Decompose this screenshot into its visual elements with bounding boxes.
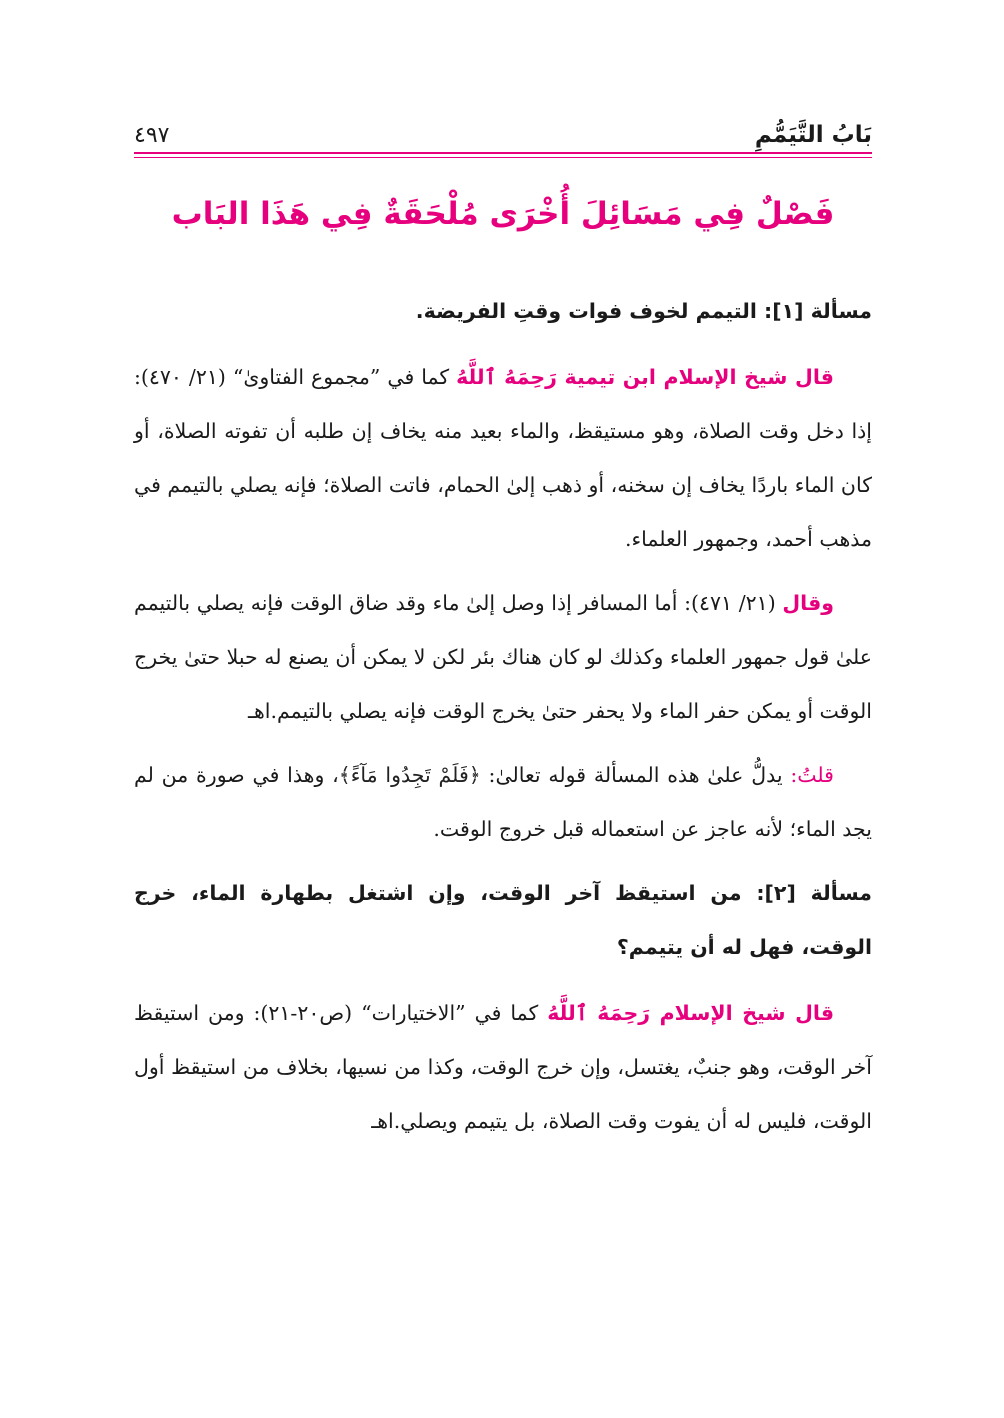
quran-quote: ﴿فَلَمْ تَجِدُوا مَآءً﴾ — [338, 763, 481, 787]
paragraph-text: كما في ”الاختيارات“ (ص٢٠-٢١): ومن استيقظ آخر الوقت، وهو جنبٌ، يغتسل، وإن خرج الوقت، وكذا من نسيها، بخلاف من استيقظ أول الوقت، فليس له أن يفوت وقت الصلاة، بل يتيمم ويصلي.اهـ — [134, 1001, 872, 1133]
section-title: فَصْلٌ فِي مَسَائِلَ أُخْرَى مُلْحَقَةٌ فِي هَذَا البَاب — [171, 196, 835, 232]
paragraph-text: كما في ”مجموع الفتاوىٰ“ (٢١/ ٤٧٠): إذا دخل وقت الصلاة، وهو مستيقظ، والماء بعيد منه يخاف إن طلبه أن تفوته الصلاة، أو كان الماء باردًا يخاف إن سخنه، أو ذهب إلىٰ الحمام، فاتت الصلاة؛ فإنه يصلي بالتيمم في مذهب أحمد، وجمهور العلماء. — [134, 365, 872, 551]
running-header — [134, 104, 872, 148]
question-1 — [134, 284, 872, 338]
chapter-title: بَابُ التَّيَمُّمِ — [754, 122, 872, 148]
paragraph-text: ، وهذا في صورة من لم يجد الماء؛ لأنه عاجز عن استعماله قبل خروج الوقت. — [134, 763, 872, 841]
header-rule-thin — [134, 157, 872, 158]
paragraph-text: يدلُّ علىٰ هذه المسألة قوله تعالىٰ: — [480, 763, 791, 787]
speaker: وقال — [782, 591, 834, 615]
page-number: ٤٩٧ — [134, 123, 170, 148]
paragraph-text: (٢١/ ٤٧١): أما المسافر إذا وصل إلىٰ ماء وقد ضاق الوقت فإنه يصلي بالتيمم علىٰ قول جمهور العلماء وكذلك لو كان هناك بئر لكن لا يمكن أن يصنع له حبلا حتىٰ يخرج الوقت أو يمكن حفر الماء ولا يحفر حتىٰ يخرج الوقت فإنه يصلي بالتيمم.اهـ — [134, 591, 872, 723]
question-2 — [134, 866, 872, 974]
question-label: مسألة [١]: — [764, 299, 872, 323]
question-label: مسألة [٢]: — [756, 881, 872, 905]
speaker: قلتُ: — [790, 763, 834, 787]
paragraph-1 — [134, 350, 872, 566]
paragraph-2 — [134, 576, 872, 738]
body-text — [134, 284, 872, 1158]
paragraph-4 — [134, 986, 872, 1148]
paragraph-3 — [134, 748, 872, 856]
question-text: التيمم لخوف فوات وقتِ الفريضة. — [415, 299, 765, 323]
speaker: قال شيخ الإسلام ابن تيمية رَحِمَهُ ٱللَّهُ — [456, 365, 834, 389]
question-text: من استيقظ آخر الوقت، وإن اشتغل بطهارة الماء، خرج الوقت، فهل له أن يتيمم؟ — [134, 881, 872, 959]
header-rule — [134, 152, 872, 154]
speaker: قال شيخ الإسلام رَحِمَهُ ٱللَّهُ — [547, 1001, 835, 1025]
